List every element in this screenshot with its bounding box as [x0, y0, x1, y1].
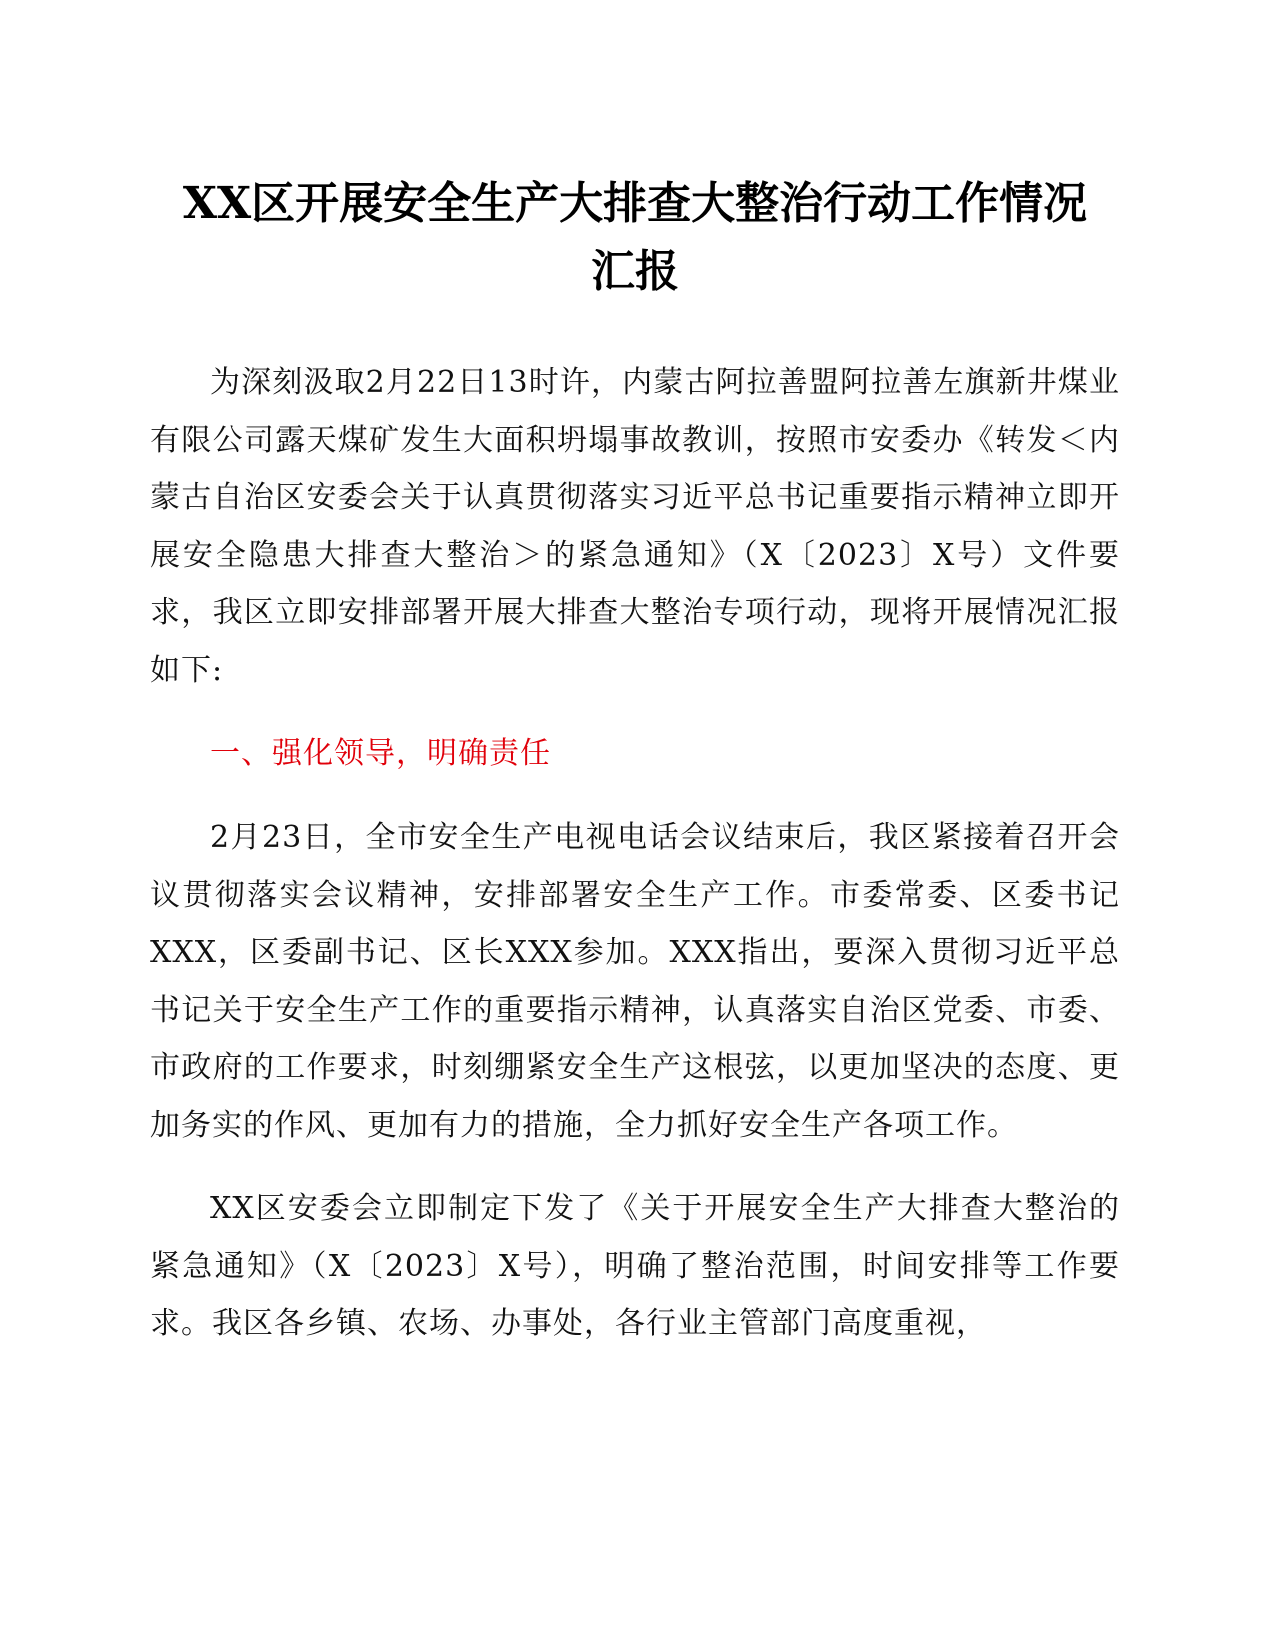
body-paragraph-1: 2月23日，全市安全生产电视电话会议结束后，我区紧接着召开会议贯彻落实会议精神，安排部署安全生产工作。市委常委、区委书记XXX，区委副书记、区长XXX参加。XXX指出，要深入贯彻习近平总书记关于安全生产工作的重要指示精神，认真落实自治区党委、市委、市政府的工作要求，时刻绷紧安全生产这根弦，以更加坚决的态度、更加务实的作风、更加有力的措施，全力抓好安全生产各项工作。 — [150, 820, 1120, 1143]
document-title-line-2: 汇报 — [591, 246, 679, 297]
document-title-line-1: XX区开展安全生产大排查大整治行动工作情况 — [182, 178, 1088, 229]
document-title — [150, 170, 1120, 306]
section-heading-1: 一、强化领导，明确责任 — [210, 736, 551, 771]
body-paragraph-2: XX区安委会立即制定下发了《关于开展安全生产大排查大整治的紧急通知》（X〔2023〕X号），明确了整治范围，时间安排等工作要求。我区各乡镇、农场、办事处，各行业主管部门高度重视， — [150, 1191, 1120, 1341]
document-page — [150, 170, 1120, 1353]
intro-paragraph: 为深刻汲取2月22日13时许，内蒙古阿拉善盟阿拉善左旗新井煤业有限公司露天煤矿发生大面积坍塌事故教训，按照市安委办《转发＜内蒙古自治区安委会关于认真贯彻落实习近平总书记重要指示精神立即开展安全隐患大排查大整治＞的紧急通知》（X〔2023〕X号）文件要求，我区立即安排部署开展大排查大整治专项行动，现将开展情况汇报如下: — [150, 365, 1120, 688]
